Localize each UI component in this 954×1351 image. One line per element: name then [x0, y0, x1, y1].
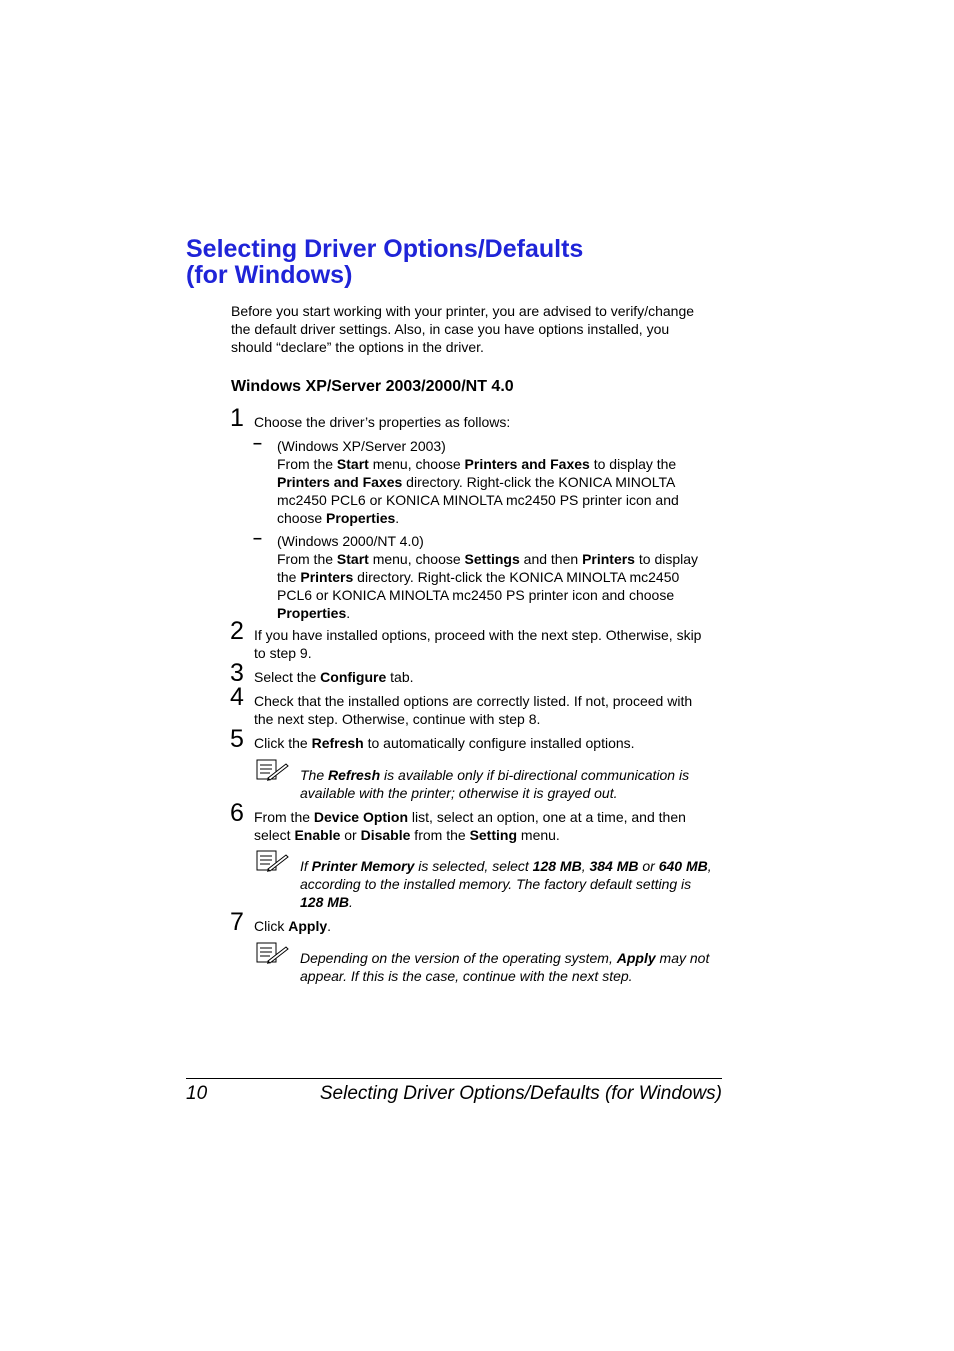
intro-line: should “declare” the options in the driver. — [231, 339, 484, 355]
step-number-6: 6 — [230, 799, 244, 827]
step-5-text: Click the Refresh to automatically configure installed options. — [254, 735, 635, 751]
page-number: 10 — [186, 1083, 208, 1104]
step-6-line-1: From the Device Option list, select an option, one at a time, and then — [254, 809, 686, 825]
page-title — [186, 236, 746, 288]
sub-step-b-line-4: Properties. — [277, 605, 351, 621]
step-6-text — [254, 808, 686, 844]
step-3-text: Select the Configure tab. — [254, 669, 414, 685]
note-apply — [300, 949, 709, 985]
step-7-text: Click Apply. — [254, 918, 332, 934]
step-number-1: 1 — [230, 404, 244, 432]
note-line-1: Depending on the version of the operating system, Apply may not — [300, 950, 710, 966]
sub-step-a-line-2: Printers and Faxes directory. Right-click the KONICA MINOLTA — [277, 474, 676, 490]
intro-paragraph — [231, 302, 721, 356]
step-2-text — [254, 626, 701, 662]
step-4-text — [254, 692, 692, 728]
step-6-line-2: select Enable or Disable from the Setting menu. — [254, 827, 560, 843]
note-pencil-icon — [256, 759, 290, 781]
footer-rule — [186, 1078, 722, 1079]
step-4-line-1: Check that the installed options are correctly listed. If not, proceed with — [254, 693, 693, 709]
sub-step-dash: – — [253, 530, 262, 547]
sub-step-b — [277, 532, 698, 622]
sub-step-a-line-3: mc2450 PCL6 or KONICA MINOLTA mc2450 PS printer icon and — [277, 492, 679, 508]
step-4-line-2: the next step. Otherwise, continue with step 8. — [254, 711, 541, 727]
step-number-5: 5 — [230, 725, 244, 753]
sub-step-b-heading: (Windows 2000/NT 4.0) — [277, 533, 424, 549]
running-footer-title: Selecting Driver Options/Defaults (for Windows) — [319, 1083, 722, 1104]
note-line-3: 128 MB. — [300, 894, 353, 910]
note-line-2: according to the installed memory. The factory default setting is — [300, 876, 692, 892]
step-2-line-1: If you have installed options, proceed with the next step. Otherwise, skip — [254, 627, 702, 643]
note-pencil-icon — [256, 942, 290, 964]
step-number-3: 3 — [230, 659, 244, 687]
note-line-1: The Refresh is available only if bi-directional communication is — [300, 767, 690, 783]
note-refresh — [300, 766, 689, 802]
sub-step-a-heading: (Windows XP/Server 2003) — [277, 438, 446, 454]
intro-line: the default driver settings. Also, in case you have options installed, you — [231, 321, 670, 337]
sub-step-a — [277, 437, 679, 527]
page-title-line-2: (for Windows) — [186, 261, 353, 289]
note-line-1: If Printer Memory is selected, select 128 MB, 384 MB or 640 MB, — [300, 858, 712, 874]
intro-line: Before you start working with your printer, you are advised to verify/change — [231, 303, 695, 319]
step-number-4: 4 — [230, 683, 244, 711]
note-line-2: appear. If this is the case, continue with the next step. — [300, 968, 633, 984]
section-subheading: Windows XP/Server 2003/2000/NT 4.0 — [231, 378, 514, 395]
page-title-line-1: Selecting Driver Options/Defaults — [186, 235, 584, 263]
sub-step-b-line-3: PCL6 or KONICA MINOLTA mc2450 PS printer icon and choose — [277, 587, 675, 603]
note-printer-memory — [300, 857, 712, 911]
note-line-2: available with the printer; otherwise it is grayed out. — [300, 785, 618, 801]
sub-step-a-line-4: choose Properties. — [277, 510, 400, 526]
sub-step-a-line-1: From the Start menu, choose Printers and Faxes to display the — [277, 456, 677, 472]
step-1-text: Choose the driver’s properties as follows: — [254, 414, 511, 430]
sub-step-b-line-2: the Printers directory. Right-click the KONICA MINOLTA mc2450 — [277, 569, 680, 585]
step-number-2: 2 — [230, 617, 244, 645]
step-2-line-2: to step 9. — [254, 645, 312, 661]
note-pencil-icon — [256, 850, 290, 872]
sub-step-dash: – — [253, 435, 262, 452]
sub-step-b-line-1: From the Start menu, choose Settings and then Printers to display — [277, 551, 699, 567]
step-number-7: 7 — [230, 908, 244, 936]
